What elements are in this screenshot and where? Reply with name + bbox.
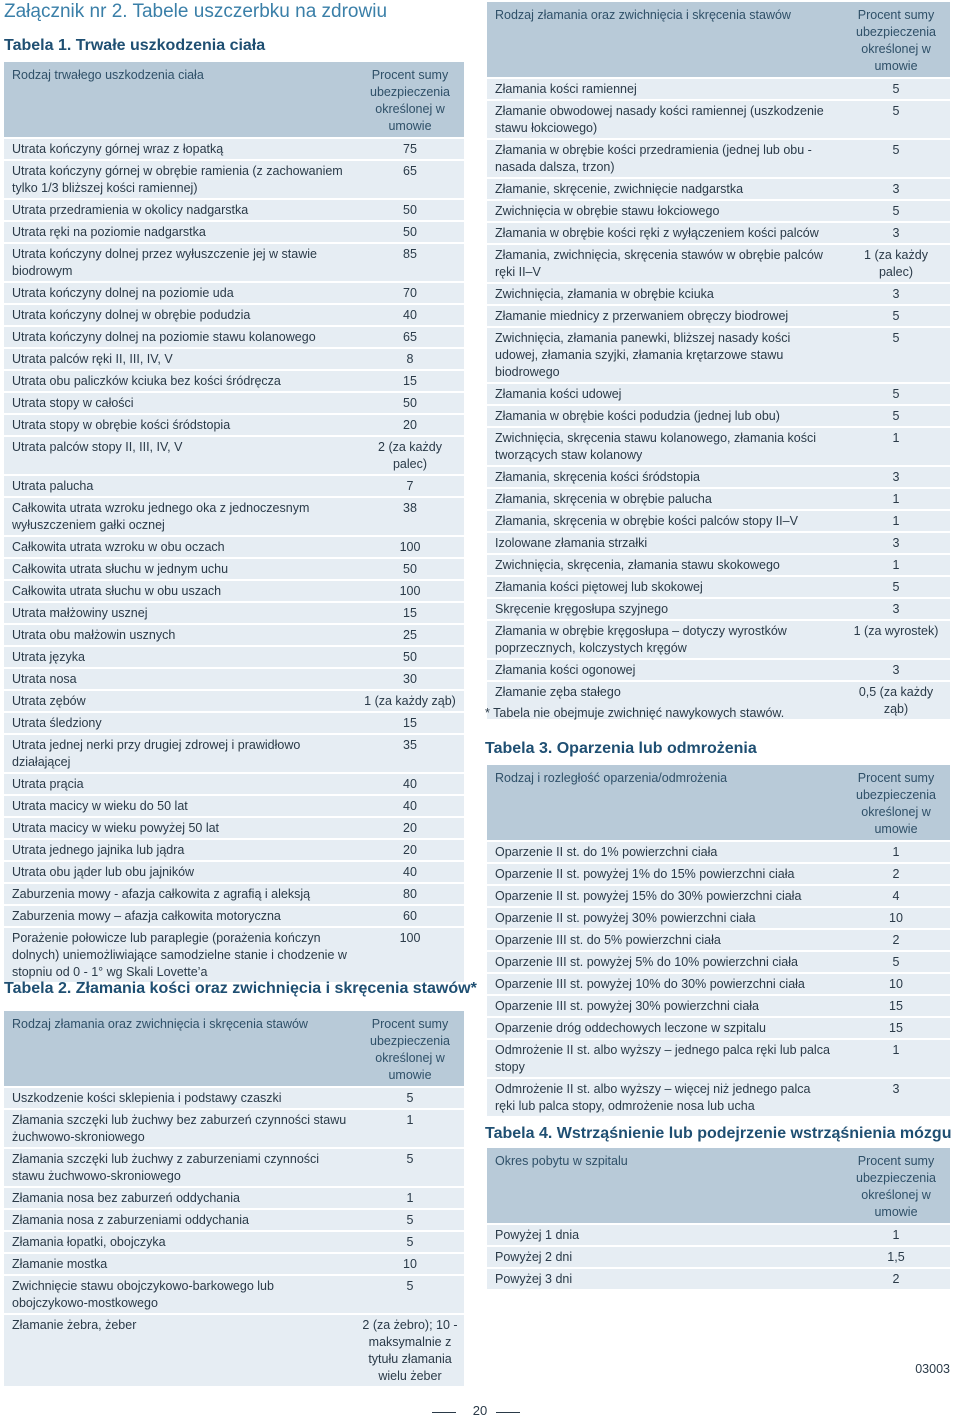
percent-value: 2 (za każdy palec): [354, 436, 464, 475]
percent-value: 50: [354, 199, 464, 221]
table-1-heading: Tabela 1. Trwałe uszkodzenia ciała: [4, 37, 266, 54]
percent-value: 1,5: [840, 1246, 950, 1268]
table-row: [4, 668, 464, 690]
injury-label: Uszkodzenie kości sklepienia i podstawy czaszki: [4, 1087, 354, 1109]
table-row: [4, 1087, 464, 1109]
table-row: [4, 861, 464, 883]
page-title: Załącznik nr 2. Tabele uszczerbku na zdrowiu: [4, 1, 388, 22]
injury-label: Powyżej 1 dnia: [487, 1224, 840, 1246]
injury-label: Złamania kości ramiennej: [487, 78, 840, 100]
table-row: [487, 951, 950, 973]
injury-label: Utrata małżowiny usznej: [4, 602, 354, 624]
table-row: [4, 475, 464, 497]
injury-label: Złamania szczęki lub żuchwy bez zaburzeń czynności stawu żuchwowo-skroniowego: [4, 1109, 354, 1148]
injury-label: Złamania kości ogonowej: [487, 659, 840, 681]
percent-value: 65: [354, 160, 464, 199]
injury-label: Utrata zębów: [4, 690, 354, 712]
column-header-percent: Procent sumy ubezpieczenia określonej w umowie: [354, 62, 464, 138]
injury-label: Zwichnięcia, złamania panewki, bliższej nasady kości udowej, złamania szyjki, złamania krętarzowe stawu biodrowego: [487, 327, 840, 383]
percent-value: 85: [354, 243, 464, 282]
percent-value: 10: [354, 1253, 464, 1275]
injury-label: Zwichnięcia w obrębie stawu łokciowego: [487, 200, 840, 222]
percent-value: 0,5 (za każdy ząb): [840, 681, 950, 720]
injury-label: Utrata kończyny górnej w obrębie ramienia (z zachowaniem tylko 1/3 bliższej kości ramiennej): [4, 160, 354, 199]
percent-value: 1: [354, 1109, 464, 1148]
injury-label: Zwichnięcie stawu obojczykowo-barkowego lub obojczykowo-mostkowego: [4, 1275, 354, 1314]
percent-value: 3: [840, 659, 950, 681]
injury-label: Utrata palców ręki II, III, IV, V: [4, 348, 354, 370]
injury-label: Utrata stopy w obrębie kości śródstopia: [4, 414, 354, 436]
injury-label: Utrata obu małżowin usznych: [4, 624, 354, 646]
table-row: [487, 1246, 950, 1268]
injury-label: Powyżej 3 dni: [487, 1268, 840, 1290]
table-row: [487, 383, 950, 405]
table-2-fractures-continued: [487, 2, 950, 721]
injury-label: Utrata prącia: [4, 773, 354, 795]
table-row: [4, 221, 464, 243]
injury-label: Całkowita utrata słuchu w jednym uchu: [4, 558, 354, 580]
percent-value: 5: [840, 327, 950, 383]
percent-value: 1: [840, 554, 950, 576]
table-row: [4, 392, 464, 414]
percent-value: 3: [840, 466, 950, 488]
percent-value: 5: [840, 78, 950, 100]
table-row: [4, 282, 464, 304]
table-row: [4, 138, 464, 160]
table-row: [4, 795, 464, 817]
injury-label: Utrata obu paliczków kciuka bez kości śródręcza: [4, 370, 354, 392]
injury-label: Zwichnięcia, skręcenia stawu kolanowego, złamania kości tworzących staw kolanowy: [487, 427, 840, 466]
percent-value: 5: [840, 951, 950, 973]
percent-value: 2 (za żebro); 10 - maksymalnie z tytułu złamania wielu żeber: [354, 1314, 464, 1387]
table-row: [487, 466, 950, 488]
percent-value: 40: [354, 304, 464, 326]
column-header-percent: Procent sumy ubezpieczenia określonej w umowie: [354, 1011, 464, 1087]
table-row: [4, 497, 464, 536]
percent-value: 20: [354, 414, 464, 436]
percent-value: 5: [840, 405, 950, 427]
percent-value: 1: [840, 841, 950, 863]
table-row: [4, 536, 464, 558]
table-row: [4, 1253, 464, 1275]
table-row: [4, 199, 464, 221]
table-row: [4, 1231, 464, 1253]
table-row: [487, 885, 950, 907]
table-row: [487, 283, 950, 305]
column-header-type: Rodzaj trwałego uszkodzenia ciała: [4, 62, 354, 138]
injury-label: Utrata śledziony: [4, 712, 354, 734]
table-row: [4, 304, 464, 326]
injury-label: Utrata kończyny dolnej na poziomie stawu kolanowego: [4, 326, 354, 348]
injury-label: Utrata języka: [4, 646, 354, 668]
table-row: [4, 734, 464, 773]
percent-value: 5: [840, 383, 950, 405]
percent-value: 3: [840, 598, 950, 620]
table-row: [487, 1268, 950, 1290]
table-row: [487, 995, 950, 1017]
injury-label: Utrata kończyny dolnej przez wyłuszczenie jej w stawie biodrowym: [4, 243, 354, 282]
injury-label: Oparzenie II st. powyżej 30% powierzchni ciała: [487, 907, 840, 929]
injury-label: Utrata jednego jajnika lub jądra: [4, 839, 354, 861]
page-number: 20: [472, 1403, 488, 1418]
injury-label: Złamanie żebra, żeber: [4, 1314, 354, 1387]
table-row: [4, 1187, 464, 1209]
injury-label: Złamanie miednicy z przerwaniem obręczy biodrowej: [487, 305, 840, 327]
percent-value: 5: [840, 576, 950, 598]
table-row: [487, 1039, 950, 1078]
percent-value: 10: [840, 973, 950, 995]
table-header-row: [487, 2, 950, 78]
table-row: [4, 927, 464, 983]
percent-value: 15: [354, 370, 464, 392]
table-row: [487, 841, 950, 863]
percent-value: 3: [840, 283, 950, 305]
percent-value: 25: [354, 624, 464, 646]
injury-label: Złamanie obwodowej nasady kości ramiennej (uszkodzenie stawu łokciowego): [487, 100, 840, 139]
injury-label: Złamania szczęki lub żuchwy z zaburzeniami czynności stawu żuchwowo-skroniowego: [4, 1148, 354, 1187]
table-row: [4, 558, 464, 580]
percent-value: 65: [354, 326, 464, 348]
percent-value: 2: [840, 929, 950, 951]
table-row: [4, 602, 464, 624]
injury-label: Złamania w obrębie kręgosłupa – dotyczy wyrostków poprzecznych, kolczystych kręgów: [487, 620, 840, 659]
injury-label: Złamania, skręcenia w obrębie kości palców stopy II–V: [487, 510, 840, 532]
percent-value: 40: [354, 795, 464, 817]
table-row: [487, 532, 950, 554]
table-row: [487, 327, 950, 383]
injury-label: Oparzenie II st. powyżej 15% do 30% powierzchni ciała: [487, 885, 840, 907]
table-row: [487, 598, 950, 620]
percent-value: 15: [354, 712, 464, 734]
injury-label: Oparzenie III st. do 5% powierzchni ciała: [487, 929, 840, 951]
injury-label: Złamania kości udowej: [487, 383, 840, 405]
column-header-type: Rodzaj i rozległość oparzenia/odmrożenia: [487, 765, 840, 841]
table-row: [4, 243, 464, 282]
table-row: [487, 405, 950, 427]
table-row: [4, 1209, 464, 1231]
percent-value: 1: [354, 1187, 464, 1209]
injury-label: Utrata kończyny górnej wraz z łopatką: [4, 138, 354, 160]
injury-label: Złamania, skręcenia kości śródstopia: [487, 466, 840, 488]
table-row: [4, 326, 464, 348]
table-row: [487, 305, 950, 327]
injury-label: Utrata obu jąder lub obu jajników: [4, 861, 354, 883]
table-row: [487, 427, 950, 466]
column-header-percent: Procent sumy ubezpieczenia określonej w umowie: [840, 2, 950, 78]
column-header-percent: Procent sumy ubezpieczenia określonej w umowie: [840, 1148, 950, 1224]
table-row: [4, 160, 464, 199]
percent-value: 7: [354, 475, 464, 497]
injury-label: Zaburzenia mowy - afazja całkowita z agrafią i aleksją: [4, 883, 354, 905]
injury-label: Złamania nosa bez zaburzeń oddychania: [4, 1187, 354, 1209]
injury-label: Skręcenie kręgosłupa szyjnego: [487, 598, 840, 620]
percent-value: 15: [840, 1017, 950, 1039]
table-row: [487, 620, 950, 659]
percent-value: 1: [840, 1224, 950, 1246]
percent-value: 80: [354, 883, 464, 905]
table-row: [487, 78, 950, 100]
injury-label: Złamania w obrębie kości ręki z wyłączeniem kości palców: [487, 222, 840, 244]
percent-value: 20: [354, 839, 464, 861]
table-row: [487, 1078, 950, 1117]
table-row: [4, 712, 464, 734]
percent-value: 10: [840, 907, 950, 929]
injury-label: Całkowita utrata wzroku jednego oka z jednoczesnym wyłuszczeniem gałki ocznej: [4, 497, 354, 536]
table-row: [487, 929, 950, 951]
percent-value: 35: [354, 734, 464, 773]
injury-label: Oparzenie II st. do 1% powierzchni ciała: [487, 841, 840, 863]
injury-label: Utrata stopy w całości: [4, 392, 354, 414]
percent-value: 5: [354, 1209, 464, 1231]
percent-value: 3: [840, 532, 950, 554]
injury-label: Złamania w obrębie kości podudzia (jednej lub obu): [487, 405, 840, 427]
percent-value: 20: [354, 817, 464, 839]
table-row: [4, 1148, 464, 1187]
table-4-concussion: [487, 1148, 950, 1291]
table-row: [4, 348, 464, 370]
percent-value: 40: [354, 773, 464, 795]
table-row: [4, 370, 464, 392]
percent-value: 100: [354, 927, 464, 983]
injury-label: Oparzenie III st. powyżej 10% do 30% powierzchni ciała: [487, 973, 840, 995]
injury-label: Utrata jednej nerki przy drugiej zdrowej i prawidłowo działającej: [4, 734, 354, 773]
table-row: [4, 1314, 464, 1387]
percent-value: 1: [840, 488, 950, 510]
table-header-row: [487, 1148, 950, 1224]
table-row: [4, 646, 464, 668]
percent-value: 50: [354, 646, 464, 668]
percent-value: 50: [354, 392, 464, 414]
injury-label: Oparzenie dróg oddechowych leczone w szpitalu: [487, 1017, 840, 1039]
table-3-burns: [487, 765, 950, 1118]
percent-value: 1 (za każdy palec): [840, 244, 950, 283]
injury-label: Zaburzenia mowy – afazja całkowita motoryczna: [4, 905, 354, 927]
percent-value: 2: [840, 1268, 950, 1290]
percent-value: 2: [840, 863, 950, 885]
injury-label: Złamania nosa z zaburzeniami oddychania: [4, 1209, 354, 1231]
percent-value: 50: [354, 221, 464, 243]
table-row: [4, 414, 464, 436]
injury-label: Złamania, skręcenia w obrębie palucha: [487, 488, 840, 510]
percent-value: 5: [354, 1087, 464, 1109]
table-row: [487, 244, 950, 283]
table-row: [4, 624, 464, 646]
table-row: [487, 554, 950, 576]
injury-label: Złamanie, skręcenie, zwichnięcie nadgarstka: [487, 178, 840, 200]
injury-label: Utrata palucha: [4, 475, 354, 497]
percent-value: 50: [354, 558, 464, 580]
table-row: [4, 690, 464, 712]
percent-value: 3: [840, 1078, 950, 1117]
table-header-row: [4, 1011, 464, 1087]
percent-value: 100: [354, 580, 464, 602]
document-code: 03003: [915, 1362, 950, 1376]
table-row: [487, 488, 950, 510]
table-2-fractures: [4, 1011, 464, 1388]
injury-label: Izolowane złamania strzałki: [487, 532, 840, 554]
percent-value: 8: [354, 348, 464, 370]
injury-label: Utrata nosa: [4, 668, 354, 690]
percent-value: 5: [354, 1231, 464, 1253]
percent-value: 70: [354, 282, 464, 304]
table-row: [4, 580, 464, 602]
percent-value: 4: [840, 885, 950, 907]
table-row: [487, 178, 950, 200]
injury-label: Utrata macicy w wieku powyżej 50 lat: [4, 817, 354, 839]
table-row: [487, 139, 950, 178]
injury-label: Utrata ręki na poziomie nadgarstka: [4, 221, 354, 243]
injury-label: Utrata macicy w wieku do 50 lat: [4, 795, 354, 817]
table-row: [4, 817, 464, 839]
percent-value: 5: [840, 100, 950, 139]
percent-value: 1: [840, 510, 950, 532]
injury-label: Oparzenie III st. powyżej 30% powierzchni ciała: [487, 995, 840, 1017]
percent-value: 3: [840, 222, 950, 244]
column-header-percent: Procent sumy ubezpieczenia określonej w umowie: [840, 765, 950, 841]
percent-value: 75: [354, 138, 464, 160]
injury-label: Utrata przedramienia w okolicy nadgarstka: [4, 199, 354, 221]
table-row: [487, 576, 950, 598]
table-row: [487, 973, 950, 995]
table-1-permanent-injuries: [4, 62, 464, 984]
table-row: [4, 773, 464, 795]
table-row: [4, 1275, 464, 1314]
table-row: [4, 436, 464, 475]
percent-value: 1 (za każdy ząb): [354, 690, 464, 712]
injury-label: Utrata kończyny dolnej w obrębie podudzia: [4, 304, 354, 326]
table-row: [487, 1224, 950, 1246]
percent-value: 60: [354, 905, 464, 927]
injury-label: Utrata kończyny dolnej na poziomie uda: [4, 282, 354, 304]
table-3-heading: Tabela 3. Oparzenia lub odmrożenia: [485, 740, 757, 757]
injury-label: Złamania w obrębie kości przedramienia (jednej lub obu - nasada dalsza, trzon): [487, 139, 840, 178]
percent-value: 100: [354, 536, 464, 558]
table-row: [487, 222, 950, 244]
percent-value: 5: [840, 200, 950, 222]
injury-label: Złamania, zwichnięcia, skręcenia stawów w obrębie palców ręki II–V: [487, 244, 840, 283]
table-row: [4, 905, 464, 927]
injury-label: Odmrożenie II st. albo wyższy – więcej niż jednego palca ręki lub palca stopy, odmrożenie nosa lub ucha: [487, 1078, 840, 1117]
percent-value: 1 (za wyrostek): [840, 620, 950, 659]
percent-value: 3: [840, 178, 950, 200]
injury-label: Złamania kości piętowej lub skokowej: [487, 576, 840, 598]
table-header-row: [4, 62, 464, 138]
injury-label: Złamanie zęba stałego: [487, 681, 840, 720]
injury-label: Utrata palców stopy II, III, IV, V: [4, 436, 354, 475]
percent-value: 5: [840, 305, 950, 327]
percent-value: 15: [840, 995, 950, 1017]
table-row: [487, 100, 950, 139]
percent-value: 30: [354, 668, 464, 690]
injury-label: Powyżej 2 dni: [487, 1246, 840, 1268]
table-2-footnote: * Tabela nie obejmuje zwichnięć nawykowych stawów.: [485, 706, 785, 720]
percent-value: 5: [840, 139, 950, 178]
table-row: [487, 200, 950, 222]
column-header-type: Rodzaj złamania oraz zwichnięcia i skręcenia stawów: [487, 2, 840, 78]
injury-label: Całkowita utrata słuchu w obu uszach: [4, 580, 354, 602]
table-row: [487, 907, 950, 929]
table-row: [487, 863, 950, 885]
column-header-type: Rodzaj złamania oraz zwichnięcia i skręcenia stawów: [4, 1011, 354, 1087]
table-row: [4, 839, 464, 861]
column-header-type: Okres pobytu w szpitalu: [487, 1148, 840, 1224]
percent-value: 1: [840, 427, 950, 466]
table-row: [487, 1017, 950, 1039]
injury-label: Porażenie połowicze lub paraplegie (porażenia kończyn dolnych) uniemożliwiające samodzielne stanie i chodzenie w stopniu od 0 - 1° wg Skali Lovette’a: [4, 927, 354, 983]
table-2-heading: Tabela 2. Złamania kości oraz zwichnięcia i skręcenia stawów*: [4, 980, 477, 997]
injury-label: Zwichnięcia, skręcenia, złamania stawu skokowego: [487, 554, 840, 576]
injury-label: Złamania łopatki, obojczyka: [4, 1231, 354, 1253]
percent-value: 15: [354, 602, 464, 624]
injury-label: Złamanie mostka: [4, 1253, 354, 1275]
injury-label: Oparzenie II st. powyżej 1% do 15% powierzchni ciała: [487, 863, 840, 885]
table-row: [487, 510, 950, 532]
percent-value: 1: [840, 1039, 950, 1078]
table-4-heading: Tabela 4. Wstrząśnienie lub podejrzenie wstrząśnienia mózgu: [485, 1125, 952, 1142]
percent-value: 40: [354, 861, 464, 883]
injury-label: Odmrożenie II st. albo wyższy – jednego palca ręki lub palca stopy: [487, 1039, 840, 1078]
table-header-row: [487, 765, 950, 841]
percent-value: 5: [354, 1275, 464, 1314]
percent-value: 38: [354, 497, 464, 536]
page-number-line-right: [496, 1412, 520, 1413]
percent-value: 5: [354, 1148, 464, 1187]
injury-label: Zwichnięcia, złamania w obrębie kciuka: [487, 283, 840, 305]
injury-label: Oparzenie III st. powyżej 5% do 10% powierzchni ciała: [487, 951, 840, 973]
table-row: [487, 659, 950, 681]
table-row: [4, 883, 464, 905]
injury-label: Całkowita utrata wzroku w obu oczach: [4, 536, 354, 558]
table-row: [4, 1109, 464, 1148]
